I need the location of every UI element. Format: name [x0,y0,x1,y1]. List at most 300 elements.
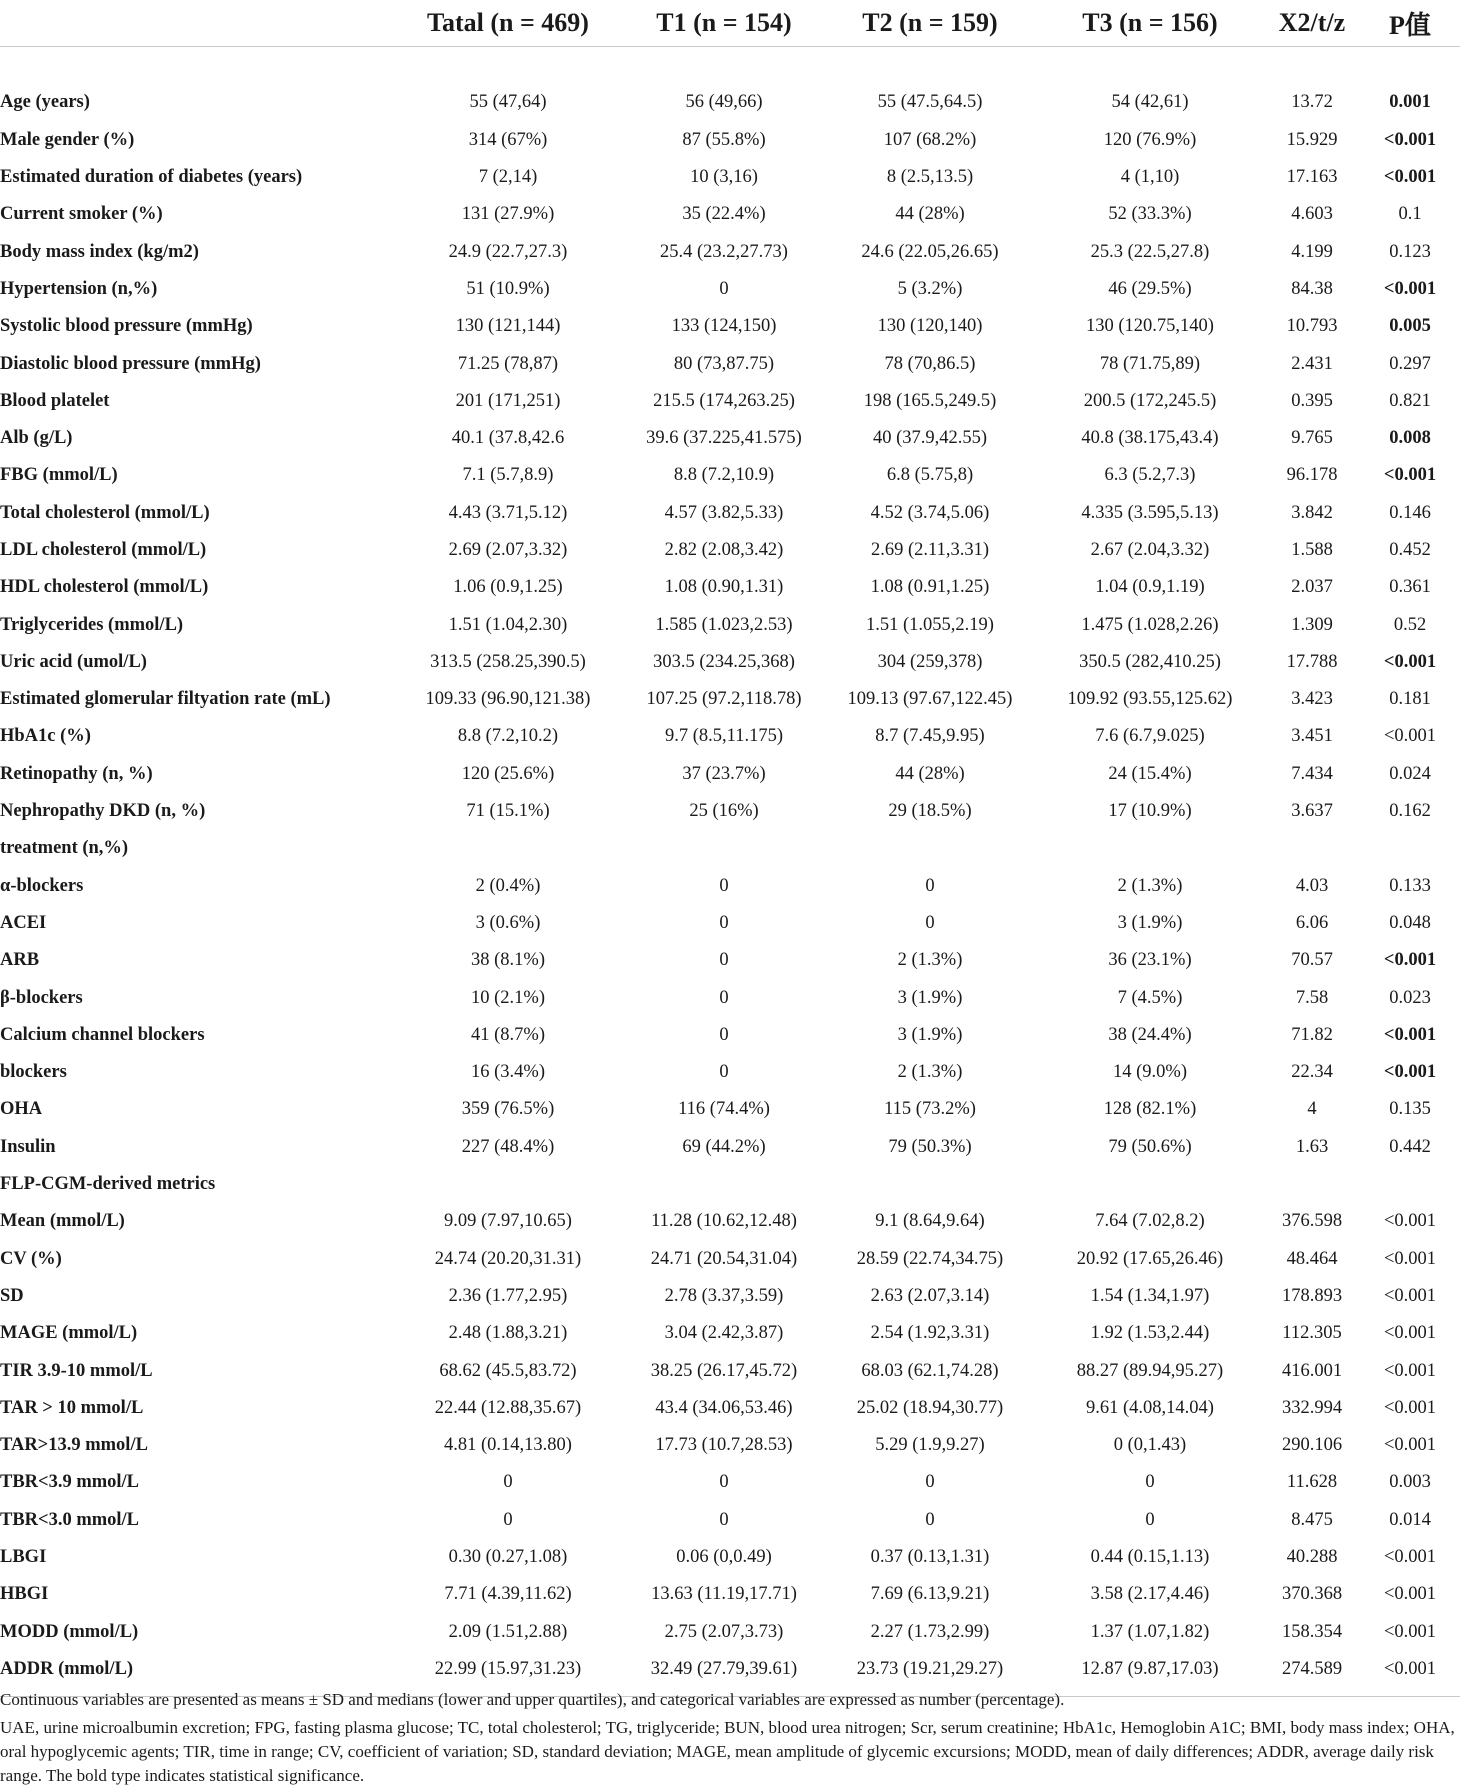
cell-total: 24.9 (22.7,27.3) [448,241,568,262]
cell-p-value: <0.001 [1383,726,1437,747]
cell-statistic: 96.178 [1286,465,1338,486]
cell-t1: 0.06 (0,0.49) [676,1547,772,1568]
table-row [0,1054,1460,1091]
cell-p-value: 0.003 [1389,1472,1431,1493]
cell-p-value: 0.001 [1389,92,1431,113]
cell-t2: 2 (1.3%) [897,1062,963,1083]
table-row [0,308,1460,345]
row-label: ACEI [0,912,47,933]
cell-p-value: 0.361 [1389,577,1431,598]
cell-total [392,830,624,867]
cell-t3: 25.3 (22.5,27.8) [1090,241,1210,262]
cell-p-value [1360,1166,1460,1203]
table-row [0,718,1460,755]
cell-t3: 130 (120.75,140) [1086,316,1214,337]
cell-t3: 79 (50.6%) [1108,1136,1192,1157]
cell-t3: 0.44 (0.15,1.13) [1090,1547,1210,1568]
cell-p-value: 0.123 [1389,241,1431,262]
cell-t1: 133 (124,150) [671,316,777,337]
cell-total: 1.51 (1.04,2.30) [448,614,568,635]
header-cell-t2: T2 (n = 159) [862,8,998,37]
cell-t1: 35 (22.4%) [682,204,766,225]
cell-t2: 107 (68.2%) [883,129,977,150]
cell-t3: 1.04 (0.9,1.19) [1095,577,1205,598]
cell-t3: 1.92 (1.53,2.44) [1090,1323,1210,1344]
cell-t2: 130 (120,140) [877,316,983,337]
cell-total: 40.1 (37.8,42.6 [451,428,565,449]
cell-p-value: 0.023 [1389,987,1431,1008]
cell-p-value: 0.297 [1389,353,1431,374]
cell-t3: 0 [1145,1472,1155,1493]
cell-t1: 116 (74.4%) [678,1099,770,1120]
cell-statistic: 158.354 [1281,1621,1343,1642]
cell-t2: 8 (2.5,13.5) [886,167,974,188]
cell-t1: 32.49 (27.79,39.61) [650,1658,798,1679]
cell-p-value: 0.146 [1389,502,1431,523]
row-label: α-blockers [0,875,84,896]
row-label: TBR<3.9 mmol/L [0,1472,140,1493]
cell-p-value: <0.001 [1383,950,1437,971]
cell-t2: 44 (28%) [895,763,965,784]
header-cell-statistic: X2/t/z [1278,8,1346,37]
cell-t3: 0 [1145,1509,1155,1530]
cell-statistic [1264,830,1360,867]
cell-t2: 2.27 (1.73,2.99) [870,1621,990,1642]
cell-t3: 12.87 (9.87,17.03) [1081,1658,1219,1679]
cell-p-value: <0.001 [1383,1584,1437,1605]
cell-statistic: 3.451 [1291,726,1333,747]
cell-total: 313.5 (258.25,390.5) [430,651,586,672]
cell-t3: 40.8 (38.175,43.4) [1081,428,1219,449]
row-label: Current smoker (%) [0,204,163,225]
cell-statistic: 70.57 [1291,950,1333,971]
cell-t1 [624,830,824,867]
cell-statistic: 0.395 [1291,390,1333,411]
cell-total: 201 (171,251) [455,390,561,411]
cell-t1: 2.78 (3.37,3.59) [664,1285,784,1306]
cell-t1: 0 [719,875,729,896]
row-label: FLP-CGM-derived metrics [0,1174,216,1195]
row-label: MODD (mmol/L) [0,1621,139,1642]
cell-t3: 24 (15.4%) [1108,763,1192,784]
cell-p-value: <0.001 [1383,278,1437,299]
cell-total [392,1166,624,1203]
cell-statistic: 9.765 [1291,428,1333,449]
cell-t3: 120 (76.9%) [1103,129,1197,150]
cell-t2: 4.52 (3.74,5.06) [870,502,990,523]
cell-statistic: 17.788 [1286,651,1338,672]
cell-t3: 14 (9.0%) [1113,1062,1187,1083]
row-label: Body mass index (kg/m2) [0,241,199,262]
cell-t2: 79 (50.3%) [888,1136,972,1157]
cell-p-value: <0.001 [1383,1658,1437,1679]
cell-statistic: 71.82 [1291,1024,1333,1045]
row-label: Blood platelet [0,390,110,411]
cell-total: 130 (121,144) [455,316,561,337]
cell-p-value: 0.048 [1389,912,1431,933]
table-row [0,271,1460,308]
cell-total: 0 [503,1472,513,1493]
table-row [0,1613,1460,1650]
table-row [0,495,1460,532]
row-label: β-blockers [0,987,83,1008]
cell-total: 51 (10.9%) [466,278,550,299]
row-label: Retinopathy (n, %) [0,763,153,784]
cell-statistic: 112.305 [1282,1323,1342,1344]
cell-t1: 3.04 (2.42,3.87) [664,1323,784,1344]
table-footnotes [0,1688,1458,1792]
cell-t2: 68.03 (62.1,74.28) [861,1360,999,1381]
cell-t2: 0 [925,875,935,896]
table-row [0,1539,1460,1576]
cell-t1: 24.71 (20.54,31.04) [650,1248,798,1269]
cell-t2: 0 [925,1472,935,1493]
row-label: Age (years) [0,92,90,113]
cell-p-value: <0.001 [1383,129,1437,150]
footnote-1: Continuous variables are presented as means ± SD and medians (lower and upper quartiles), and categorical variables are expressed as number (percentage). [0,1690,1065,1709]
table-row [0,1502,1460,1539]
row-label: Diastolic blood pressure (mmHg) [0,353,261,374]
cell-t1: 56 (49,66) [685,92,763,113]
row-label: TAR>13.9 mmol/L [0,1435,148,1456]
table-row [0,756,1460,793]
cell-p-value: <0.001 [1383,1397,1437,1418]
cell-p-value: 0.008 [1389,428,1431,449]
cell-total: 0 [503,1509,513,1530]
row-label: MAGE (mmol/L) [0,1323,138,1344]
cell-t2: 2 (1.3%) [897,950,963,971]
cell-t2: 25.02 (18.94,30.77) [856,1397,1004,1418]
cell-total: 9.09 (7.97,10.65) [444,1211,572,1232]
cell-t3: 20.92 (17.65,26.46) [1076,1248,1224,1269]
cell-t2: 2.54 (1.92,3.31) [870,1323,990,1344]
cell-t3: 4.335 (3.595,5.13) [1081,502,1219,523]
cell-t3: 78 (71.75,89) [1099,353,1201,374]
table-row [0,606,1460,643]
cell-statistic: 48.464 [1286,1248,1338,1269]
cell-t1: 0 [719,912,729,933]
row-label: SD [0,1285,24,1306]
cell-total: 68.62 (45.5,83.72) [439,1360,577,1381]
cell-p-value: 0.821 [1389,390,1431,411]
table-row [0,793,1460,830]
cell-t3: 128 (82.1%) [1103,1099,1197,1120]
cell-t2: 115 (73.2%) [884,1099,976,1120]
cell-t1: 1.08 (0.90,1.31) [664,577,784,598]
cell-t3: 52 (33.3%) [1108,204,1192,225]
cell-t2: 304 (259,378) [877,651,983,672]
cell-statistic: 3.423 [1291,689,1333,710]
row-label: blockers [0,1062,67,1083]
cell-statistic: 4.603 [1291,204,1333,225]
cell-total: 2.36 (1.77,2.95) [448,1285,568,1306]
cell-total: 7.71 (4.39,11.62) [444,1584,572,1605]
cell-t1 [624,1166,824,1203]
cell-total: 24.74 (20.20,31.31) [434,1248,582,1269]
cell-p-value: 0.133 [1389,875,1431,896]
cell-statistic: 3.637 [1291,801,1333,822]
cell-t1: 38.25 (26.17,45.72) [650,1360,798,1381]
cell-p-value: <0.001 [1383,1435,1437,1456]
cell-p-value: <0.001 [1383,167,1437,188]
header-cell-p-value: P值 [1389,10,1431,40]
table-row [0,942,1460,979]
cell-total: 7 (2,14) [478,167,538,188]
cell-total: 359 (76.5%) [461,1099,555,1120]
cell-t1: 2.75 (2.07,3.73) [664,1621,784,1642]
row-label: LDL cholesterol (mmol/L) [0,540,207,560]
cell-total: 71 (15.1%) [466,801,550,822]
row-label: ARB [0,950,40,971]
cell-p-value: 0.52 [1393,614,1427,635]
row-label: LBGI [0,1547,47,1568]
cell-t2: 5.29 (1.9,9.27) [875,1435,985,1456]
cell-statistic: 3.842 [1291,502,1333,523]
table-header-row [0,0,1460,47]
cell-p-value: <0.001 [1383,1323,1437,1344]
table-row [0,1241,1460,1278]
cell-p-value: <0.001 [1383,1285,1437,1306]
cell-p-value: <0.001 [1383,1211,1437,1232]
cell-statistic: 2.037 [1291,577,1333,598]
row-label: TIR 3.9-10 mmol/L [0,1360,153,1381]
cell-p-value: 0.014 [1389,1509,1431,1530]
cell-statistic: 7.434 [1291,763,1333,784]
row-label: TAR > 10 mmol/L [0,1397,144,1418]
table-row [0,122,1460,159]
cell-total: 2.48 (1.88,3.21) [448,1323,568,1344]
cell-t3: 7.6 (6.7,9.025) [1095,726,1205,747]
table-row [0,345,1460,382]
cell-statistic [1264,1166,1360,1203]
cell-total: 2.69 (2.07,3.32) [448,540,568,560]
table-row [0,1390,1460,1427]
cell-total: 22.44 (12.88,35.67) [434,1397,582,1418]
row-label: HbA1c (%) [0,726,91,747]
cell-t1: 11.28 (10.62,12.48) [651,1211,797,1232]
cell-p-value: 0.452 [1389,540,1431,560]
cell-total: 22.99 (15.97,31.23) [434,1658,582,1679]
cell-p-value: <0.001 [1383,1024,1437,1045]
cell-total: 4.81 (0.14,13.80) [444,1435,572,1456]
header-cell-t3: T3 (n = 156) [1082,8,1218,37]
row-label: TBR<3.0 mmol/L [0,1509,140,1530]
table-row [0,84,1460,121]
row-label: Total cholesterol (mmol/L) [0,502,210,523]
cell-t3: 88.27 (89.94,95.27) [1076,1360,1224,1381]
cell-t2: 3 (1.9%) [897,987,963,1008]
row-label: Estimated glomerular filtyation rate (mL) [0,689,331,710]
cell-t1: 17.73 (10.7,28.53) [655,1435,793,1456]
cell-t2: 8.7 (7.45,9.95) [875,726,985,747]
cell-t3: 36 (23.1%) [1108,950,1192,971]
cell-total: 2 (0.4%) [475,875,541,896]
row-label: CV (%) [0,1248,62,1269]
cell-total: 314 (67%) [468,129,548,150]
cell-t2: 2.69 (2.11,3.31) [870,540,989,560]
cell-t3: 0 (0,1.43) [1113,1435,1187,1456]
row-label: Uric acid (umol/L) [0,651,147,672]
cell-statistic: 332.994 [1281,1397,1343,1418]
cell-t3 [1036,830,1264,867]
header-cell-total: Tatal (n = 469) [427,8,589,37]
cell-t1: 4.57 (3.82,5.33) [664,502,784,523]
cell-t1: 13.63 (11.19,17.71) [651,1584,797,1605]
row-label: Insulin [0,1136,56,1157]
cell-total: 38 (8.1%) [471,950,545,971]
cell-statistic: 290.106 [1281,1435,1343,1456]
cell-p-value: 0.181 [1389,689,1431,710]
table-row [0,420,1460,457]
table-row [0,830,1460,867]
table-row [0,1129,1460,1166]
row-label: Estimated duration of diabetes (years) [0,167,303,188]
table-row [0,681,1460,718]
cell-t2: 28.59 (22.74,34.75) [856,1248,1004,1269]
table-row [0,1427,1460,1464]
cell-t1: 0 [719,950,729,971]
cell-t2: 198 (165.5,249.5) [863,390,997,411]
cell-t2: 7.69 (6.13,9.21) [870,1584,990,1605]
table-row [0,1576,1460,1613]
cell-t3: 4 (1,10) [1120,167,1180,188]
cell-statistic: 13.72 [1291,92,1333,113]
table-row [0,979,1460,1016]
cell-p-value: <0.001 [1383,1621,1437,1642]
row-label: HBGI [0,1584,49,1605]
cell-t2: 2.63 (2.07,3.14) [870,1285,990,1306]
table-row [0,644,1460,681]
cell-t1: 9.7 (8.5,11.175) [664,726,783,747]
cell-t2: 29 (18.5%) [888,801,972,822]
cell-t2: 0.37 (0.13,1.31) [870,1547,990,1568]
cell-p-value [1360,830,1460,867]
table-row [0,569,1460,606]
cell-p-value: <0.001 [1383,1360,1437,1381]
cell-statistic: 6.06 [1295,912,1329,933]
cell-t1: 215.5 (174,263.25) [653,390,795,411]
cell-t3: 9.61 (4.08,14.04) [1086,1397,1214,1418]
cell-t3: 1.54 (1.34,1.97) [1090,1285,1210,1306]
cell-p-value: <0.001 [1383,465,1437,486]
cell-statistic: 15.929 [1286,129,1338,150]
cell-total: 2.09 (1.51,2.88) [448,1621,568,1642]
cell-t3: 2 (1.3%) [1117,875,1183,896]
cell-t2: 55 (47.5,64.5) [877,92,983,113]
table-row [0,905,1460,942]
cell-t3: 6.3 (5.2,7.3) [1104,465,1196,486]
cell-t1: 2.82 (2.08,3.42) [664,540,784,560]
cell-t2: 40 (37.9,42.55) [872,428,988,449]
cell-t2: 3 (1.9%) [897,1024,963,1045]
cell-total: 8.8 (7.2,10.2) [457,726,559,747]
cell-total: 10 (2.1%) [471,987,545,1008]
cell-t1: 37 (23.7%) [682,763,766,784]
cell-p-value: <0.001 [1383,1547,1437,1568]
cell-total: 109.33 (96.90,121.38) [425,689,591,710]
cell-t2: 109.13 (97.67,122.45) [847,689,1013,710]
cell-p-value: 0.024 [1389,763,1431,784]
cell-t2 [824,830,1036,867]
row-label: Triglycerides (mmol/L) [0,614,184,635]
table-row [0,196,1460,233]
cell-t3 [1036,1166,1264,1203]
cell-t1: 39.6 (37.225,41.575) [646,428,802,449]
cell-t2: 6.8 (5.75,8) [886,465,974,486]
cell-total: 41 (8.7%) [471,1024,545,1045]
cell-statistic: 7.58 [1295,987,1329,1008]
row-label: FBG (mmol/L) [0,465,118,486]
cell-total: 3 (0.6%) [475,912,541,933]
table-row [0,159,1460,196]
cell-total: 120 (25.6%) [461,763,555,784]
cell-p-value: <0.001 [1383,1062,1437,1083]
table-row [0,383,1460,420]
cell-t2 [824,1166,1036,1203]
cell-t3: 17 (10.9%) [1108,801,1192,822]
cell-total: 1.06 (0.9,1.25) [453,577,563,598]
table-row [0,1017,1460,1054]
cell-t3: 350.5 (282,410.25) [1079,651,1221,672]
cell-t1: 43.4 (34.06,53.46) [655,1397,793,1418]
cell-statistic: 10.793 [1286,316,1338,337]
table-row [0,1464,1460,1501]
cell-t1: 8.8 (7.2,10.9) [673,465,775,486]
cell-p-value: 0.135 [1389,1099,1431,1120]
cell-t3: 1.475 (1.028,2.26) [1081,614,1219,635]
cell-statistic: 1.63 [1295,1136,1329,1157]
table-row [0,1091,1460,1128]
cell-t2: 23.73 (19.21,29.27) [856,1658,1004,1679]
cell-t1: 0 [719,987,729,1008]
cell-statistic: 416.001 [1281,1360,1343,1381]
cell-t1: 87 (55.8%) [682,129,766,150]
cell-t1: 69 (44.2%) [682,1136,766,1157]
cell-t1: 1.585 (1.023,2.53) [655,614,793,635]
cell-p-value: <0.001 [1383,651,1437,672]
cell-p-value: <0.001 [1383,1248,1437,1269]
cell-statistic: 4.03 [1295,875,1329,896]
row-label: Mean (mmol/L) [0,1211,125,1232]
cell-t3: 3.58 (2.17,4.46) [1090,1584,1210,1605]
row-label: treatment (n,%) [0,838,129,859]
table-row [0,1166,1460,1203]
cell-statistic: 2.431 [1291,353,1333,374]
table-row [0,1278,1460,1315]
cell-t1: 80 (73,87.75) [673,353,775,374]
cell-t2: 5 (3.2%) [897,278,963,299]
table-row [0,1203,1460,1240]
table-row [0,868,1460,905]
table-row [0,532,1460,569]
cell-statistic: 4.199 [1291,241,1333,262]
cell-t3: 7.64 (7.02,8.2) [1095,1211,1205,1232]
cell-t3: 109.92 (93.55,125.62) [1067,689,1233,710]
row-label: OHA [0,1099,43,1120]
cell-statistic: 17.163 [1286,167,1338,188]
cell-t3: 7 (4.5%) [1117,987,1183,1008]
cell-statistic: 40.288 [1286,1547,1338,1568]
cell-t2: 78 (70,86.5) [884,353,976,374]
cell-total: 55 (47,64) [469,92,547,113]
table-row [0,1651,1460,1688]
cell-statistic: 178.893 [1281,1285,1343,1306]
cell-t1: 303.5 (234.25,368) [653,651,795,672]
cell-total: 131 (27.9%) [461,204,555,225]
cell-total: 7.1 (5.7,8.9) [462,465,554,486]
header-cell-t1: T1 (n = 154) [656,8,792,37]
cell-total: 4.43 (3.71,5.12) [448,502,568,523]
